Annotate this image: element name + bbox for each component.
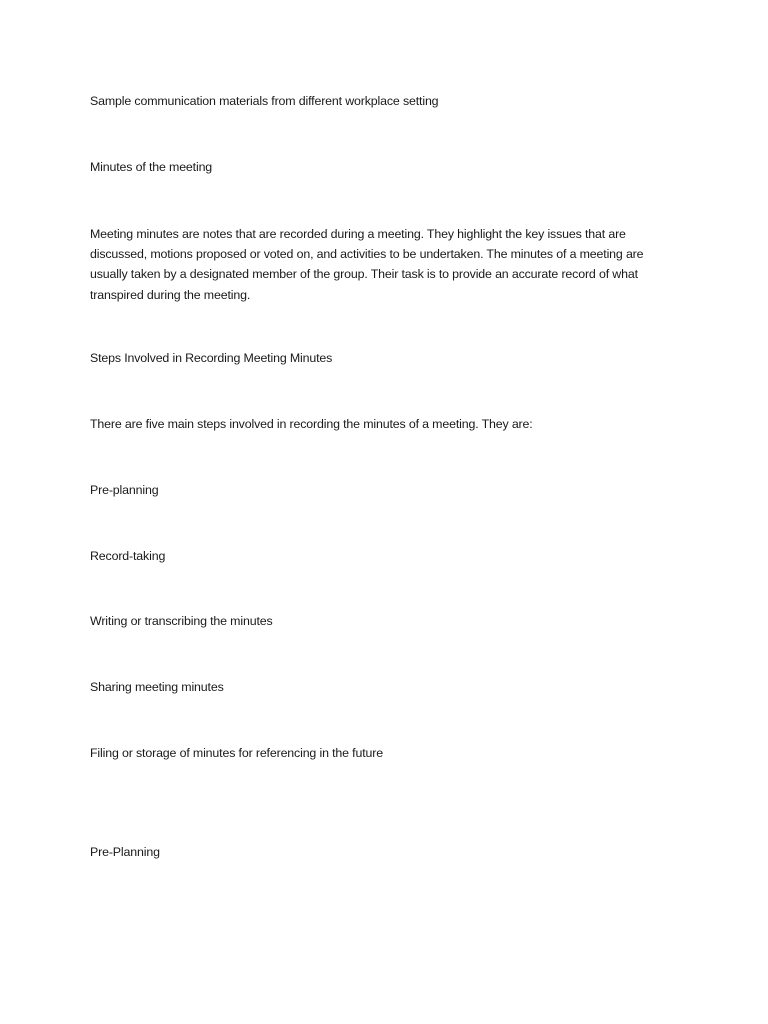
intro-paragraph xyxy=(90,224,690,305)
step-item: Pre-planning xyxy=(90,483,159,497)
paragraph-line: transpired during the meeting. xyxy=(90,287,251,302)
next-section-heading: Pre-Planning xyxy=(90,845,160,859)
document-title: Sample communication materials from different workplace setting xyxy=(90,94,439,108)
steps-heading: Steps Involved in Recording Meeting Minutes xyxy=(90,351,333,365)
step-item: Writing or transcribing the minutes xyxy=(90,614,273,628)
step-item: Record-taking xyxy=(90,549,166,563)
step-item: Sharing meeting minutes xyxy=(90,680,224,694)
paragraph-line: discussed, motions proposed or voted on, and activities to be undertaken. The minutes of a meeting are xyxy=(90,247,644,262)
section-heading: Minutes of the meeting xyxy=(90,160,213,174)
paragraph-line: Meeting minutes are notes that are recorded during a meeting. They highlight the key issues that are xyxy=(90,227,626,241)
steps-intro: There are five main steps involved in recording the minutes of a meeting. They are: xyxy=(90,417,533,431)
paragraph-line: usually taken by a designated member of the group. Their task is to provide an accurate record of what xyxy=(90,267,638,282)
step-item: Filing or storage of minutes for referencing in the future xyxy=(90,746,383,760)
